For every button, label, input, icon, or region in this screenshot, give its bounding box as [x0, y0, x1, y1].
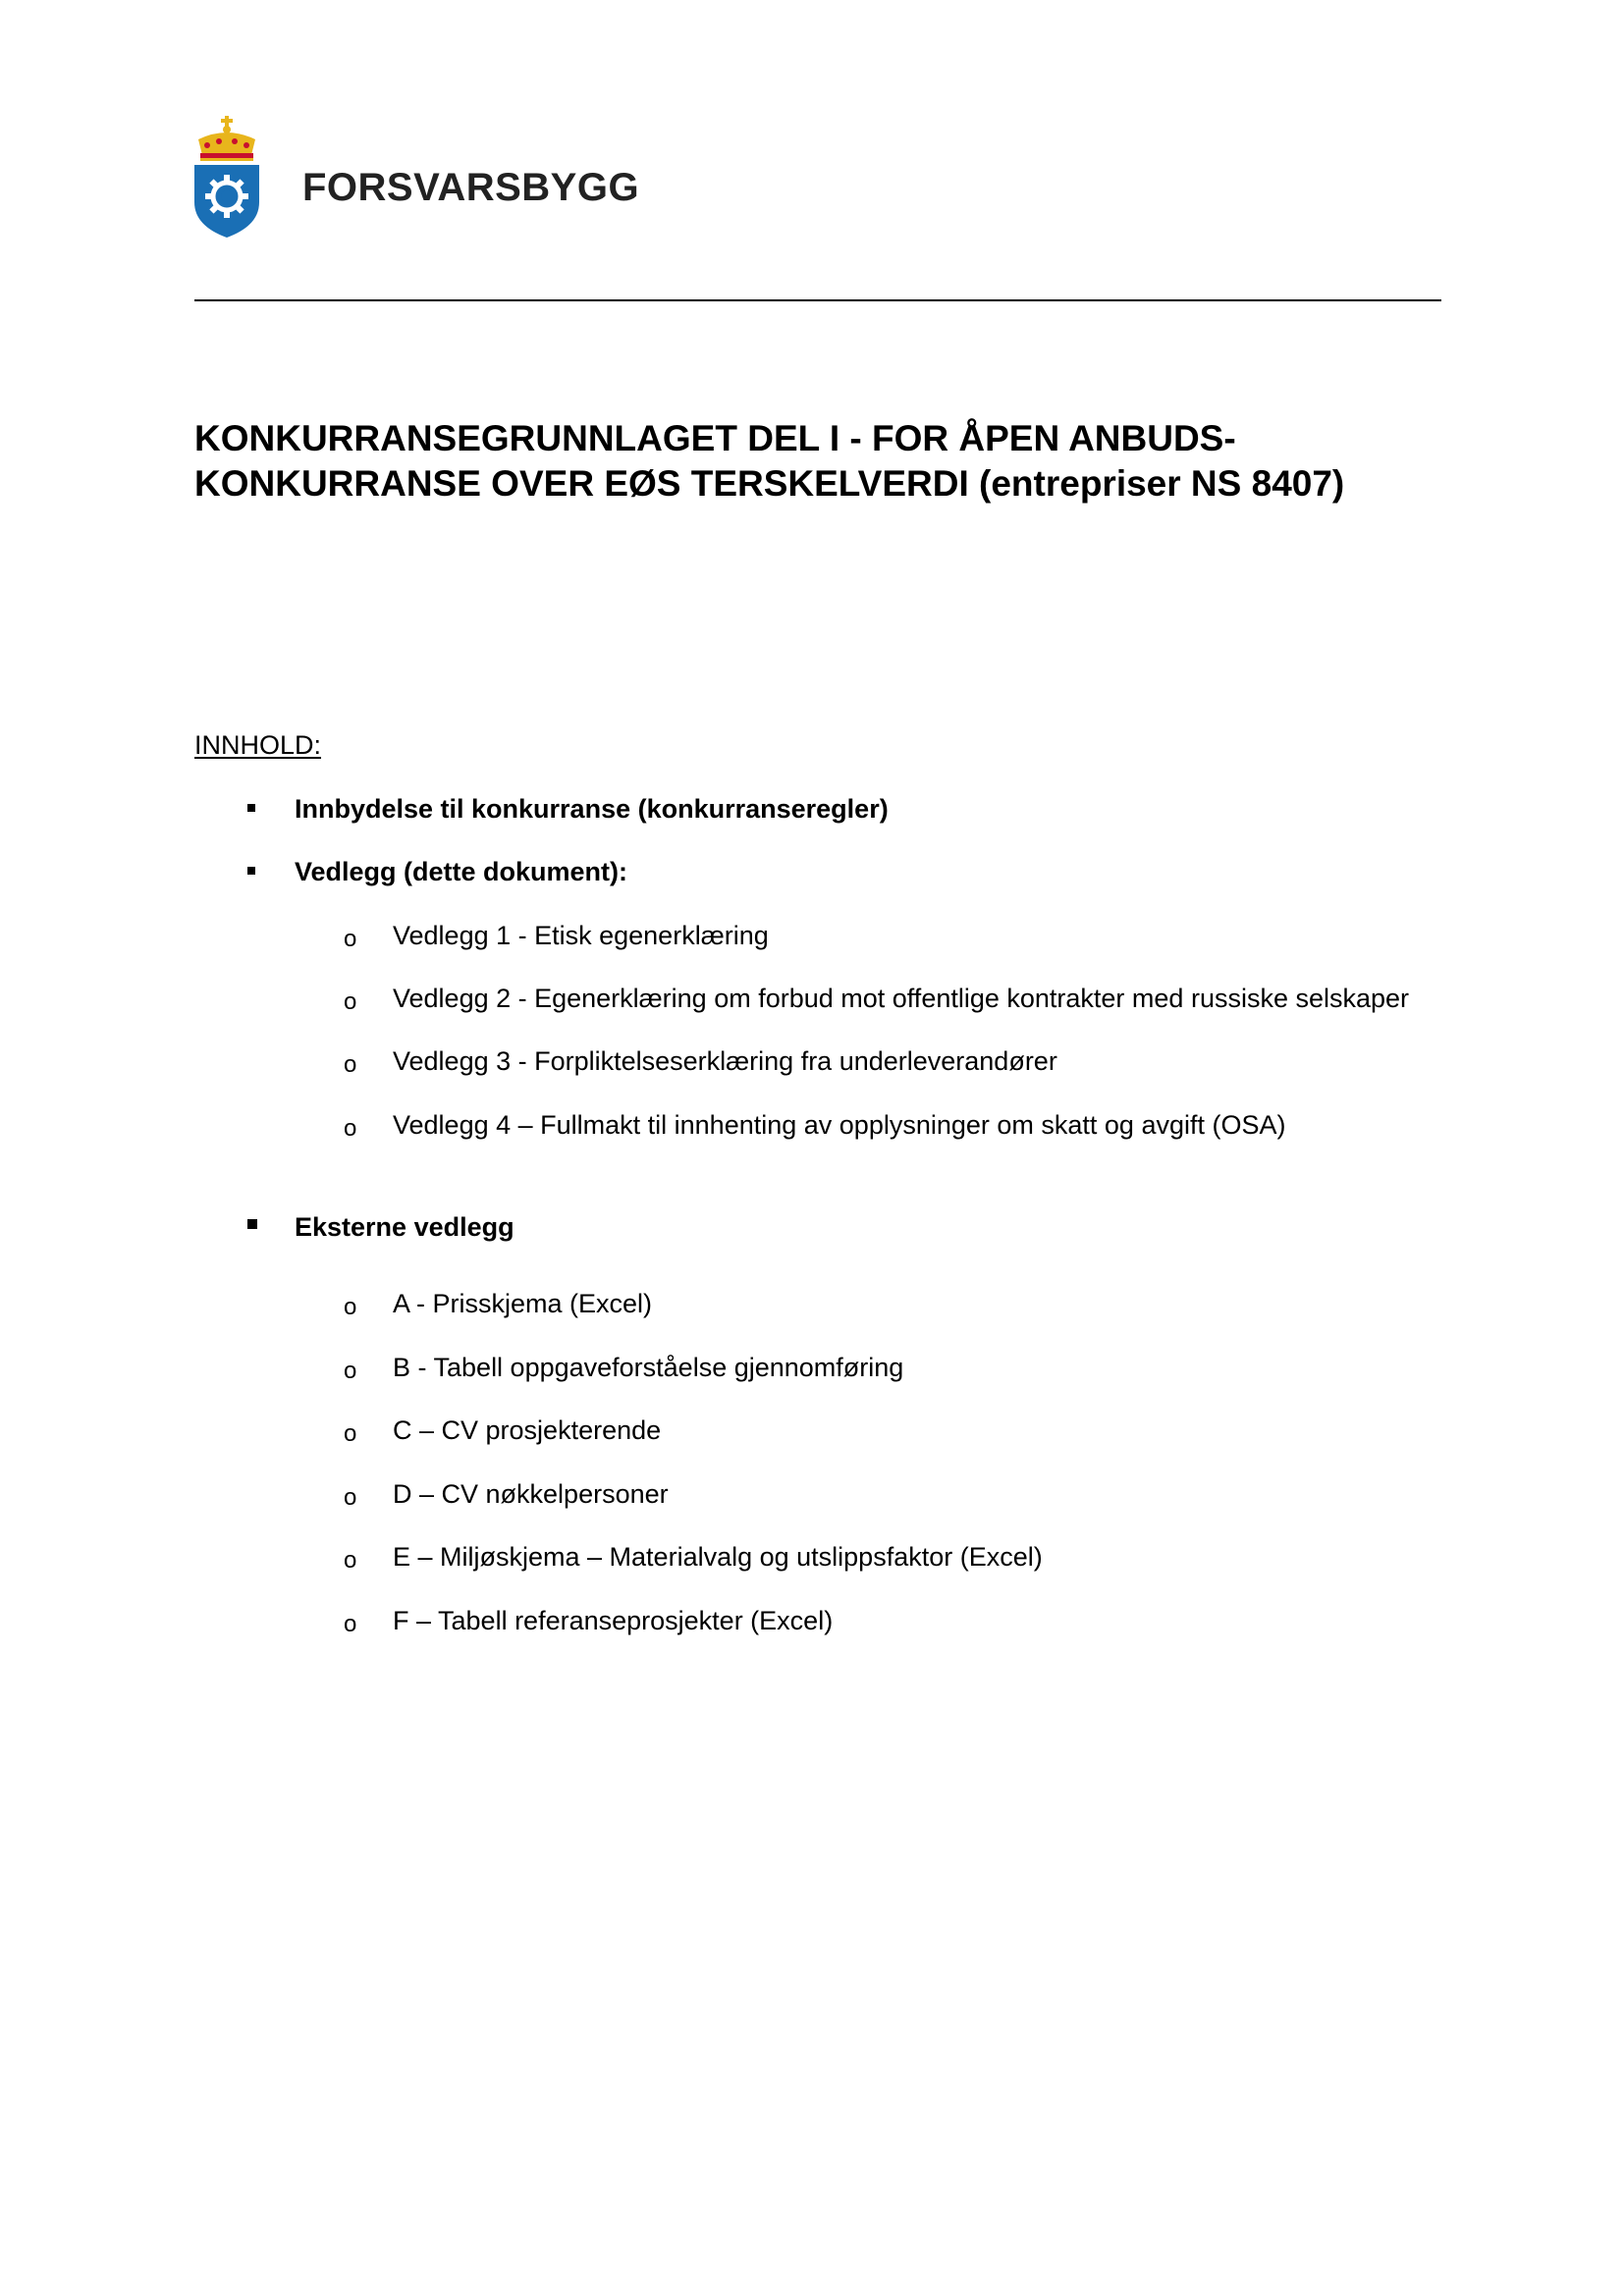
list-item-label: Innbydelse til konkurranse (konkurranseregler) [295, 794, 889, 824]
header-divider [194, 299, 1441, 301]
sub-list-item-label: E – Miljøskjema – Materialvalg og utslippsfaktor (Excel) [393, 1542, 1043, 1572]
header-logo [192, 116, 639, 238]
circle-bullet-icon: o [344, 1611, 357, 1637]
title-line-2: KONKURRANSE OVER EØS TERSKELVERDI (entrepriser NS 8407) [194, 463, 1345, 504]
sub-list-item-label: D – CV nøkkelpersoner [393, 1479, 669, 1509]
square-bullet-icon [247, 804, 255, 812]
forsvarsbygg-crest-icon [192, 116, 261, 238]
square-bullet-icon [247, 867, 255, 875]
circle-bullet-icon: o [344, 926, 357, 952]
square-bullet-icon [247, 1219, 257, 1229]
list-item-label: Eksterne vedlegg [295, 1212, 514, 1242]
contents-heading: INNHOLD: [194, 730, 322, 760]
document-title [194, 416, 1451, 507]
sub-list-item-label: C – CV prosjekterende [393, 1415, 662, 1445]
sub-list-item-label: B - Tabell oppgaveforståelse gjennomføring [393, 1353, 904, 1382]
sub-list-item-label: Vedlegg 2 - Egenerklæring om forbud mot offentlige kontrakter med russiske selskaper [393, 984, 1410, 1013]
circle-bullet-icon: o [344, 1358, 357, 1384]
circle-bullet-icon: o [344, 1420, 357, 1447]
circle-bullet-icon: o [344, 1547, 357, 1574]
circle-bullet-icon: o [344, 988, 357, 1015]
circle-bullet-icon: o [344, 1294, 357, 1320]
sub-list-item-label: Vedlegg 4 – Fullmakt til innhenting av opplysninger om skatt og avgift (OSA) [393, 1110, 1286, 1140]
sub-list-item-label: F – Tabell referanseprosjekter (Excel) [393, 1606, 834, 1635]
list-item-label: Vedlegg (dette dokument): [295, 857, 628, 886]
circle-bullet-icon: o [344, 1115, 357, 1142]
title-line-1: KONKURRANSEGRUNNLAGET DEL I - FOR ÅPEN ANBUDS- [194, 418, 1236, 458]
circle-bullet-icon: o [344, 1484, 357, 1511]
sub-list-item-label: A - Prisskjema (Excel) [393, 1289, 653, 1318]
sub-list-item-label: Vedlegg 1 - Etisk egenerklæring [393, 921, 769, 950]
sub-list-item-label: Vedlegg 3 - Forpliktelseserklæring fra underleverandører [393, 1046, 1057, 1076]
brand-name: FORSVARSBYGG [302, 165, 640, 209]
circle-bullet-icon: o [344, 1051, 357, 1078]
